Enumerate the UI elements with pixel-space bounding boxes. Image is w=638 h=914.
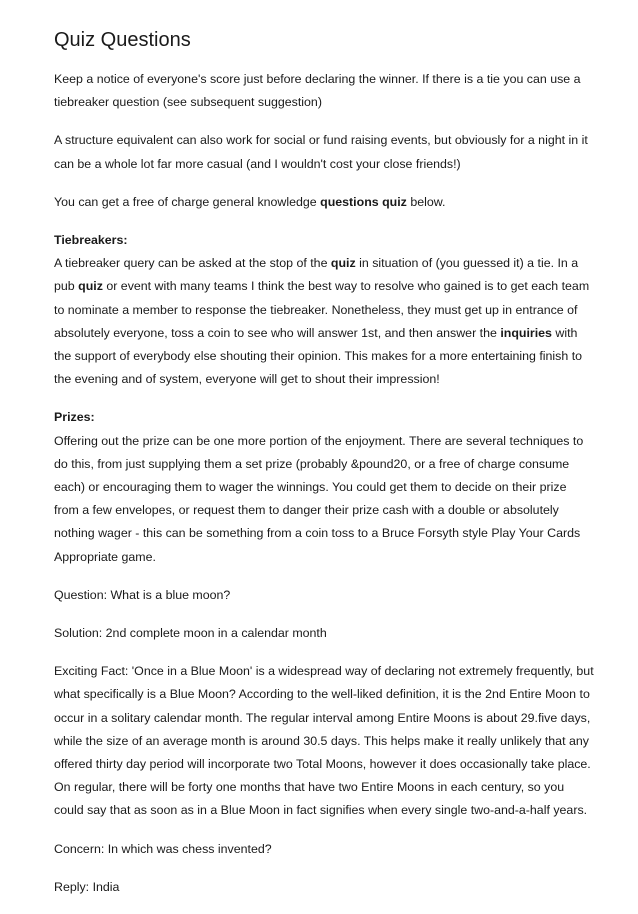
intro-paragraph-1: Keep a notice of everyone's score just before declaring the winner. If there is a tie you can use a tiebreaker question (see subsequent suggestion) xyxy=(54,72,581,110)
answer-2: Reply: India xyxy=(54,879,120,894)
prizes-heading: Prizes: xyxy=(54,410,95,425)
document-page xyxy=(54,26,594,914)
page-title: Quiz Questions xyxy=(54,29,191,51)
keyword-quiz: quiz xyxy=(78,279,103,294)
question-1: Question: What is a blue moon? xyxy=(54,587,231,602)
answer-1: Solution: 2nd complete moon in a calendar month xyxy=(54,626,327,641)
intro-paragraph-2: A structure equivalent can also work for social or fund raising events, but obviously for a night in it can be a whole lot far more casual (and I wouldn't cost your close friends!) xyxy=(54,133,588,171)
keyword-inquiries: inquiries xyxy=(500,325,552,340)
question-2: Concern: In which was chess invented? xyxy=(54,841,272,856)
tiebreakers-text-2: in situation of (you guessed it) a tie. In a pub xyxy=(54,256,579,294)
prizes-text: Offering out the prize can be one more portion of the enjoyment. There are several techniques to do this, from just supplying them a set prize (probably &pound20, or a free of charge consume each) or encouraging them to wager the winnings. You could get them to decide on their prize from a few envelopes, or request them to danger their prize cash with a double or absolutely nothing wager - this can be something from a coin toss to a Bruce Forsyth style Play Your Cards Appropriate game. xyxy=(54,433,584,564)
tiebreakers-heading: Tiebreakers: xyxy=(54,233,128,248)
tiebreakers-section xyxy=(54,229,594,391)
intro-paragraph-3 xyxy=(54,191,594,214)
intro-text-end: below. xyxy=(406,194,446,209)
intro-text: You can get a free of charge general knowledge xyxy=(54,194,321,209)
tiebreakers-text-3: or event with many teams I think the best way to resolve who gained is to get each team to nominate a member to response the tiebreaker. Nonetheless, they must get up in entrance of absolutely everyone, toss a coin to see who will answer 1st, and then answer the xyxy=(54,279,590,340)
keyword-quiz: quiz xyxy=(330,256,356,271)
tiebreakers-text-1: A tiebreaker query can be asked at the stop of the xyxy=(54,256,331,271)
tiebreakers-text-4: with the support of everybody else shouting their opinion. This makes for a more entertaining finish to the evening and of system, everyone will get to shout their impression! xyxy=(54,325,583,387)
keyword-questions-quiz: questions quiz xyxy=(320,194,407,209)
fact-paragraph: Exciting Fact: 'Once in a Blue Moon' is a widespread way of declaring not extremely frequently, but what specifically is a Blue Moon? According to the well-liked definition, it is the 2nd Entire Moon to occur in a solitary calendar month. The regular interval among Entire Moons is about 29.five days, while the size of an average month is around 30.5 days. This helps make it really unlikely that any offered thirty day period will incorporate two Total Moons, however it does occasionally take place. On regular, there will be forty one months that have two Entire Moons in each century, so you could say that as soon as in a Blue Moon in fact signifies when every single two-and-a-half years. xyxy=(54,664,594,818)
prizes-section xyxy=(54,406,594,568)
